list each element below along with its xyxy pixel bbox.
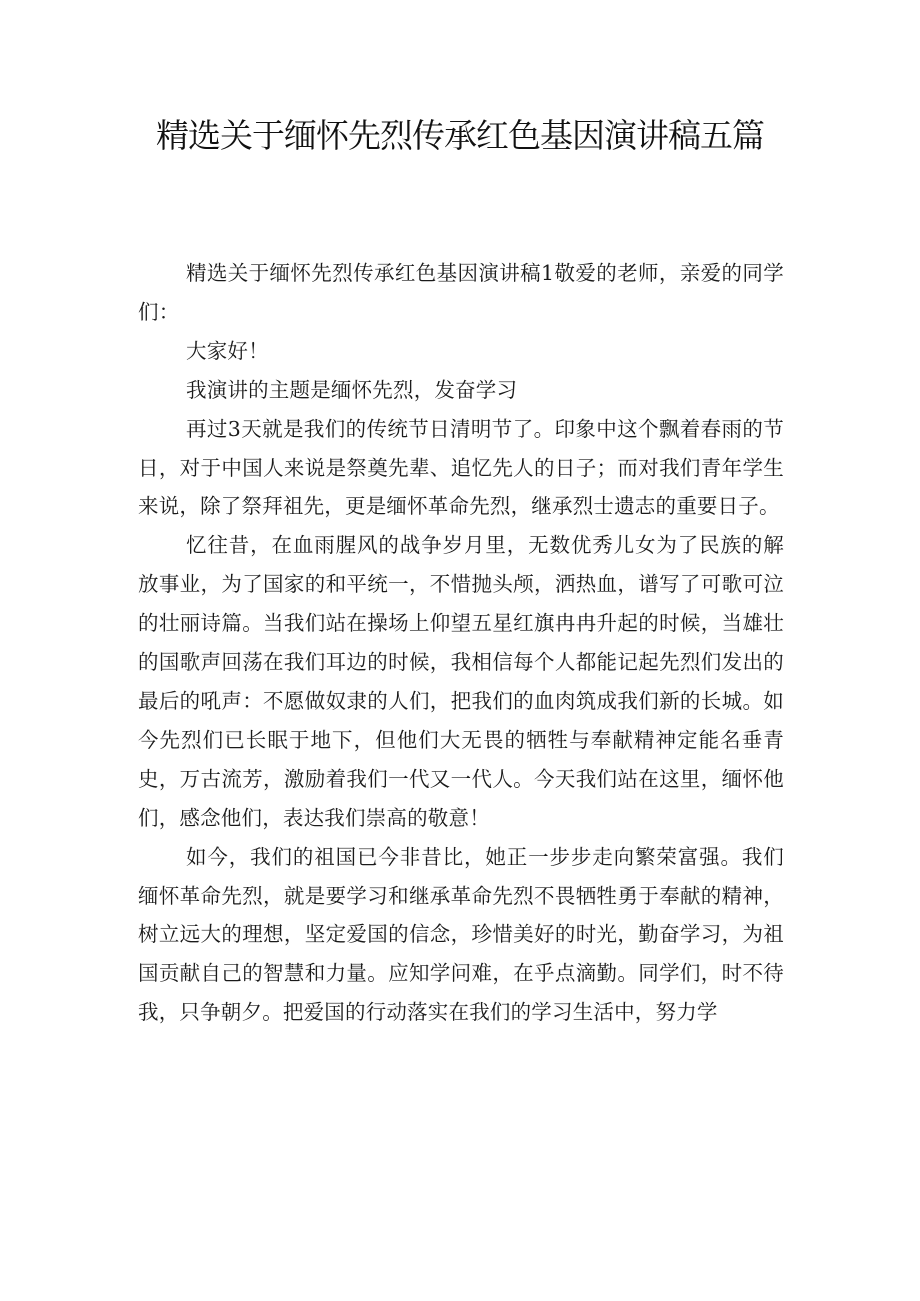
- paragraph-qingming: 再过3天就是我们的传统节日清明节了。印象中这个飘着春雨的节日，对于中国人来说是祭奠先辈、追忆先人的日子；而对我们青年学生来说，除了祭拜祖先，更是缅怀革命先烈，继承烈士遗志的重要日子。: [138, 416, 784, 519]
- document-title: 精选关于缅怀先烈传承红色基因演讲稿五篇: [156, 116, 764, 155]
- paragraph-hello: 大家好！: [186, 338, 269, 363]
- paragraph-theme: 我演讲的主题是缅怀先烈，发奋学习: [186, 377, 518, 402]
- paragraph-history: 忆往昔，在血雨腥风的战争岁月里，无数优秀儿女为了民族的解放事业，为了国家的和平统一，不惜抛头颅，洒热血，谱写了可歌可泣的壮丽诗篇。当我们站在操场上仰望五星红旗冉冉升起的时候，当雄壮的国歌声回荡在我们耳边的时候，我相信每个人都能记起先烈们发出的最后的吼声：不愿做奴隶的人们，把我们的血肉筑成我们新的长城。如今先烈们已长眠于地下，但他们大无畏的牺牲与奉献精神定能名垂青史，万古流芳，激励着我们一代又一代人。今天我们站在这里，缅怀他们，感念他们，表达我们崇高的敬意！: [138, 533, 784, 830]
- document-body: [138, 254, 784, 1032]
- paragraph-greeting: 精选关于缅怀先烈传承红色基因演讲稿1敬爱的老师，亲爱的同学们：: [138, 261, 784, 324]
- paragraph-today: 如今，我们的祖国已今非昔比，她正一步步走向繁荣富强。我们缅怀革命先烈，就是要学习和继承革命先烈不畏牺牲勇于奉献的精神，树立远大的理想，坚定爱国的信念，珍惜美好的时光，勤奋学习，为祖国贡献自己的智慧和力量。应知学问难，在乎点滴勤。同学们，时不待我，只争朝夕。把爱国的行动落实在我们的学习生活中，努力学: [138, 844, 784, 1025]
